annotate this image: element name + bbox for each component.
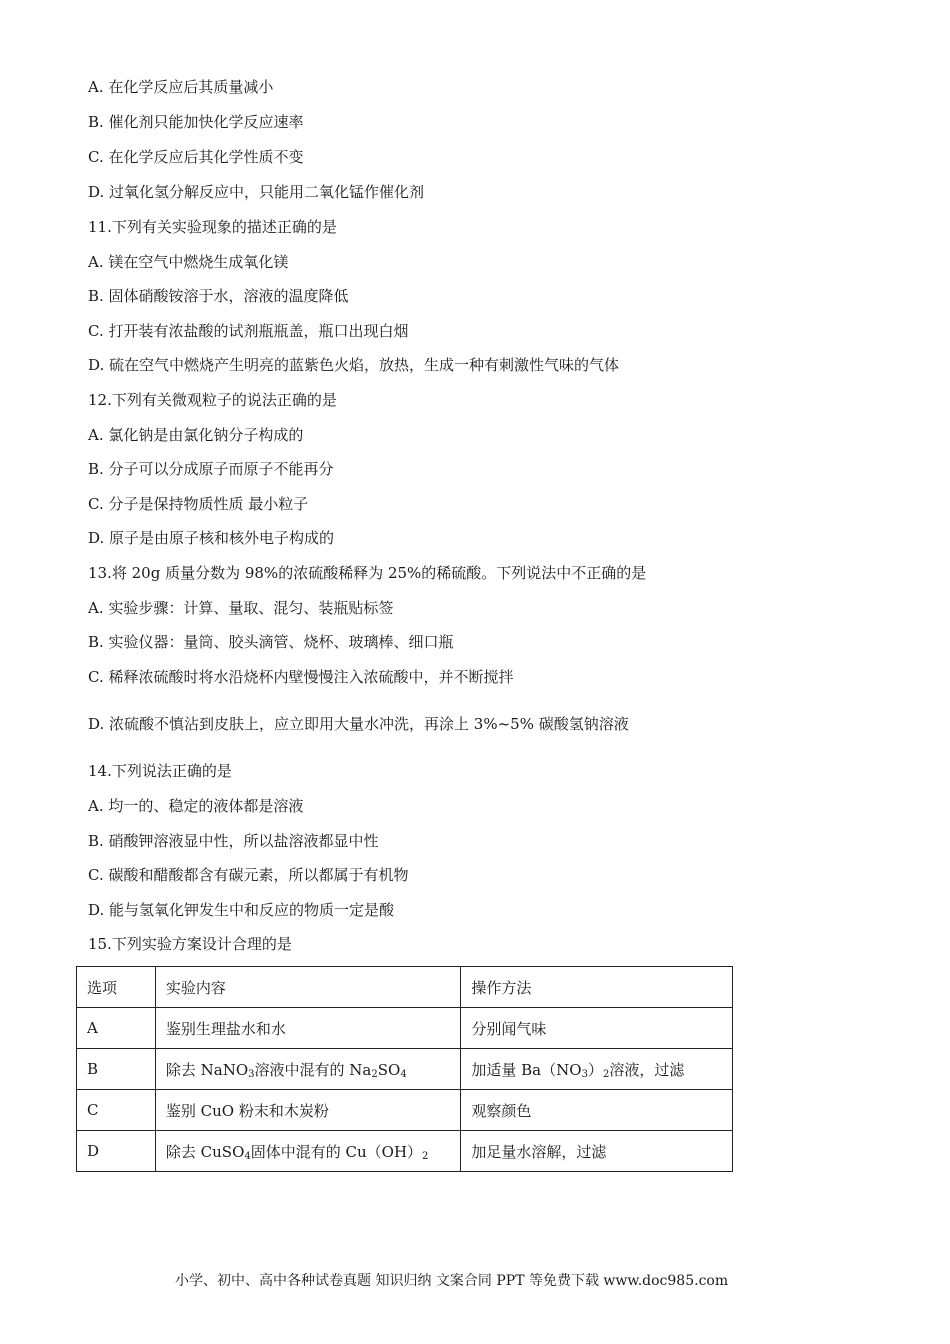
row-method: 加足量水溶解，过滤 <box>461 1131 733 1172</box>
subscript: 4 <box>400 1068 407 1080</box>
q11-stem: 11.下列有关实验现象的描述正确的是 <box>88 218 337 236</box>
q12-option-c: C. 分子是保持物质性质 最小粒子 <box>88 495 309 513</box>
row-content <box>155 1049 461 1090</box>
table-row <box>77 1131 733 1172</box>
table-row <box>77 1008 733 1049</box>
q14-option-b: B. 硝酸钾溶液显中性，所以盐溶液都显中性 <box>88 832 379 850</box>
q13-option-c: C. 稀释浓硫酸时将水沿烧杯内壁慢慢注入浓硫酸中，并不断搅拌 <box>88 668 514 686</box>
row-option: C <box>77 1090 156 1131</box>
row-option: D <box>77 1131 156 1172</box>
q14-option-c: C. 碳酸和醋酸都含有碳元素，所以都属于有机物 <box>88 866 409 884</box>
row-method: 分别闻气味 <box>461 1008 733 1049</box>
row-content: 鉴别 CuO 粉末和木炭粉 <box>155 1090 461 1131</box>
header-option: 选项 <box>77 967 156 1008</box>
row-method: 观察颜色 <box>461 1090 733 1131</box>
subscript: 4 <box>244 1150 251 1162</box>
q14-option-d: D. 能与氢氧化钾发生中和反应的物质一定是酸 <box>88 901 395 919</box>
q14-stem: 14.下列说法正确的是 <box>88 762 232 780</box>
q15-stem: 15.下列实验方案设计合理的是 <box>88 935 292 953</box>
text-seg: 除去 NaNO <box>165 1060 249 1079</box>
subscript: 3 <box>581 1068 588 1080</box>
q13-stem: 13.将 20g 质量分数为 98%的浓硫酸稀释为 25%的稀硫酸。下列说法中不正确的是 <box>88 564 647 582</box>
text-seg: 加适量 Ba（NO <box>471 1060 582 1079</box>
text-seg: 溶液中混有的 Na <box>254 1060 372 1079</box>
page-footer: 小学、初中、高中各种试卷真题 知识归纳 文案合同 PPT 等免费下载 www.doc985.com <box>175 1273 729 1289</box>
row-option: A <box>77 1008 156 1049</box>
row-method <box>461 1049 733 1090</box>
q12-option-b: B. 分子可以分成原子而原子不能再分 <box>88 460 334 478</box>
table-header-row <box>77 967 733 1008</box>
subscript: 2 <box>602 1068 610 1080</box>
text-seg: ） <box>587 1060 603 1079</box>
q13-option-b: B. 实验仪器：量筒、胶头滴管、烧杯、玻璃棒、细口瓶 <box>88 633 454 651</box>
table-row <box>77 1049 733 1090</box>
row-content <box>155 1131 461 1172</box>
q12-option-a: A. 氯化钠是由氯化钠分子构成的 <box>88 426 304 444</box>
header-content: 实验内容 <box>155 967 461 1008</box>
text-seg: 除去 CuSO <box>165 1142 245 1161</box>
table-row <box>77 1090 733 1131</box>
q10-option-d: D. 过氧化氢分解反应中，只能用二氧化锰作催化剂 <box>88 183 425 201</box>
q12-stem: 12.下列有关微观粒子的说法正确的是 <box>88 391 337 409</box>
subscript: 2 <box>371 1068 378 1080</box>
q15-table <box>76 966 733 1172</box>
q10-option-a: A. 在化学反应后其质量减小 <box>88 78 274 96</box>
row-content: 鉴别生理盐水和水 <box>155 1008 461 1049</box>
q12-option-d: D. 原子是由原子核和核外电子构成的 <box>88 529 335 547</box>
q14-option-a: A. 均一的、稳定的液体都是溶液 <box>88 797 304 815</box>
subscript: 3 <box>248 1068 255 1080</box>
q13-option-a: A. 实验步骤：计算、量取、混匀、装瓶贴标签 <box>88 599 394 617</box>
text-seg: 溶液，过滤 <box>609 1060 685 1079</box>
q10-option-c: C. 在化学反应后其化学性质不变 <box>88 148 304 166</box>
q13-option-d: D. 浓硫酸不慎沾到皮肤上，应立即用大量水冲洗，再涂上 3%~5% 碳酸氢钠溶液 <box>88 715 629 733</box>
header-method: 操作方法 <box>461 967 733 1008</box>
q11-option-c: C. 打开装有浓盐酸的试剂瓶瓶盖，瓶口出现白烟 <box>88 322 409 340</box>
q10-option-b: B. 催化剂只能加快化学反应速率 <box>88 113 304 131</box>
q11-option-b: B. 固体硝酸铵溶于水，溶液的温度降低 <box>88 287 349 305</box>
text-seg: 固体中混有的 Cu（OH） <box>250 1142 423 1161</box>
text-seg: SO <box>377 1060 401 1079</box>
row-option: B <box>77 1049 156 1090</box>
q11-option-a: A. 镁在空气中燃烧生成氧化镁 <box>88 253 289 271</box>
q11-option-d: D. 硫在空气中燃烧产生明亮的蓝紫色火焰，放热，生成一种有刺激性气味的气体 <box>88 356 620 374</box>
subscript: 2 <box>422 1150 429 1162</box>
